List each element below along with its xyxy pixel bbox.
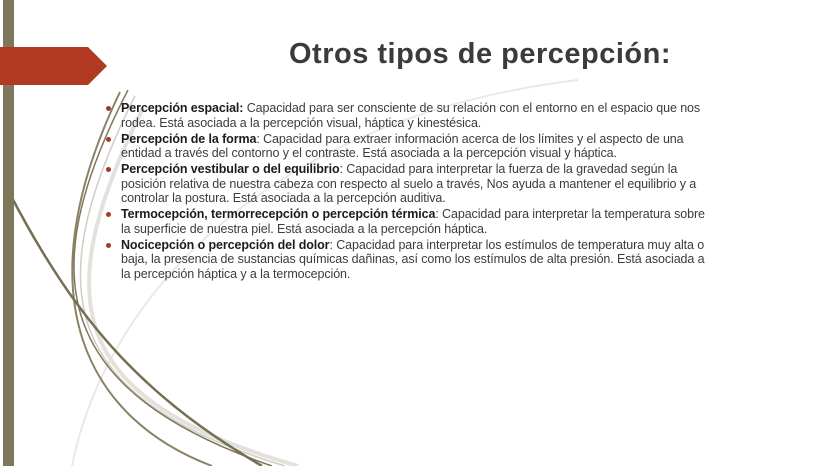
bullet-text: : Capacidad para interpretar la temperatura sobre la superficie de nuestra piel. Está asociada a la percepción háptica.: [121, 207, 705, 236]
bullet-text: : Capacidad para interpretar los estímulos de temperatura muy alta o baja, la presencia de sustancias químicas dañinas, así como los estímulos de alta presión. Está asociada a la percepción háptica y a la termocepción.: [121, 237, 705, 281]
bullet-dot-icon: [106, 106, 111, 111]
bullet-lead: Nocicepción o percepción del dolor: [121, 237, 330, 252]
bullet-lead: Percepción vestibular o del equilibrio: [121, 162, 340, 176]
bullet-text: : Capacidad para interpretar la fuerza de la gravedad según la posición relativa de nuestra cabeza con respecto al suelo a través, Nos ayuda a mantener el equilibrio y a controlar la postura. Está asociada a la percepción auditiva.: [121, 162, 697, 205]
bullet-lead: Termocepción, termorrecepción o percepción térmica: [121, 207, 436, 221]
list-item: [105, 162, 715, 206]
list-item: [105, 238, 715, 282]
page-title: Otros tipos de percepción:: [289, 38, 671, 70]
arrow-banner-icon: [0, 47, 107, 85]
bullet-lead: Percepción espacial:: [121, 101, 244, 115]
bullet-lead: Percepción de la forma: [121, 131, 257, 146]
bullet-text: : Capacidad para extraer información acerca de los límites y el aspecto de una entidad a través del contorno y el contraste. Está asociada a la percepción visual y háptica.: [121, 131, 684, 160]
list-item: [105, 207, 715, 236]
bullet-dot-icon: [106, 243, 111, 248]
bullet-text: Capacidad para ser consciente de su relación con el entorno en el espacio que nos rodea. Está asociada a la percepción visual, háptica y kinestésica.: [121, 101, 701, 130]
bullet-dot-icon: [106, 212, 111, 217]
perception-bullet-list: [105, 101, 715, 283]
list-item: [105, 101, 715, 130]
bullet-dot-icon: [106, 167, 111, 172]
list-item: [105, 132, 715, 161]
bullet-dot-icon: [106, 137, 111, 142]
